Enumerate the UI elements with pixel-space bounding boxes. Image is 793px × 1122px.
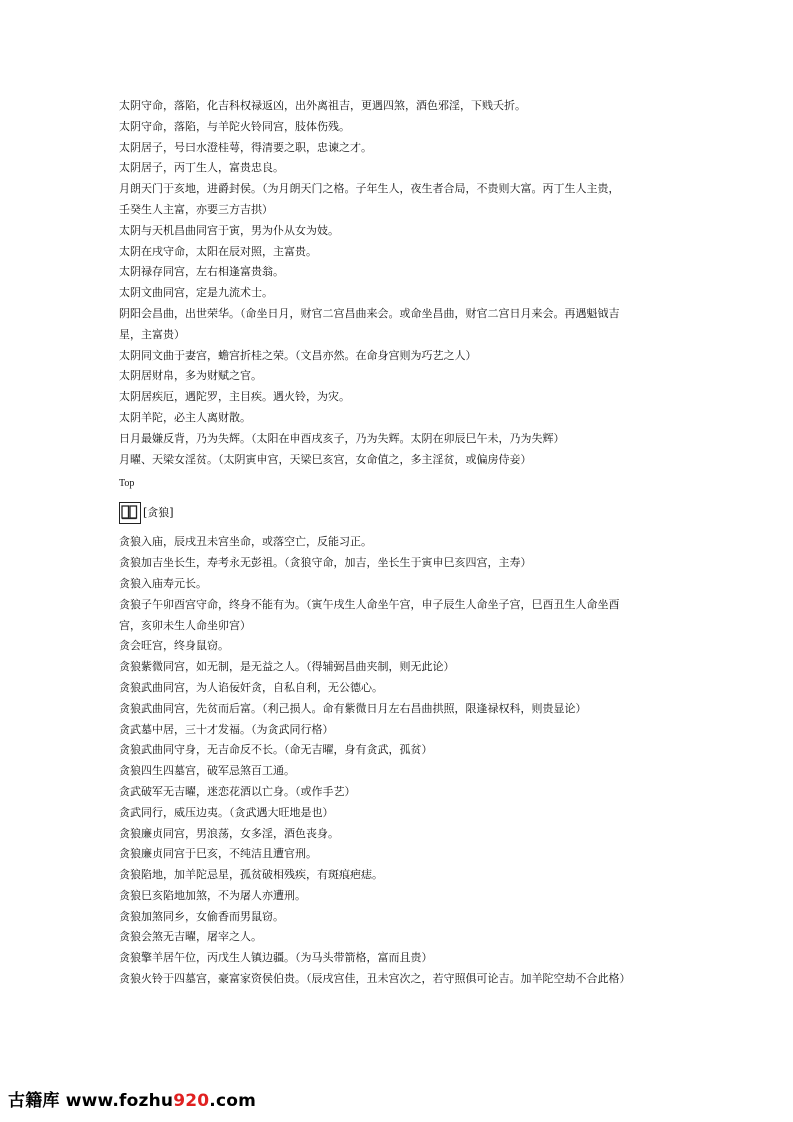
- text-line: 日月最嫌反背，乃为失辉。（太阳在申酉戌亥子，乃为失辉。太阴在卯辰巳午未，乃为失辉）: [119, 431, 565, 445]
- text-line: 贪狼廉贞同宫，男浪荡，女多淫，酒色丧身。: [119, 826, 339, 840]
- text-line: 贪狼加吉坐长生，寿考永无彭祖。（贪狼守命，加吉，坐长生于寅申巳亥四宫，主寿）: [119, 556, 532, 570]
- document-body: [119, 96, 699, 990]
- text-line: 太阴居财帛，多为财赋之官。: [119, 369, 262, 383]
- text-line: 贪狼火铃于四墓宫，豪富家资侯伯贵。（辰戌宫佳，丑未宫次之，若守照俱可论吉。加羊陀空劫不合此格）: [119, 972, 631, 986]
- text-line: 太阴同文曲于妻宫，蟾宫折桂之荣。（文昌亦然。在命身宫则为巧艺之人）: [119, 348, 477, 362]
- text-line: 太阴居疾厄，遇陀罗，主目疾。遇火铃，为灾。: [119, 390, 350, 404]
- text-line: 月朗天门于亥地，进爵封侯。（为月朗天门之格。子年生人，夜生者合局，不贵则大富。丙丁生人主贵，: [119, 182, 620, 196]
- text-line: 太阴在戌守命，太阳在辰对照，主富贵。: [119, 244, 317, 258]
- text-line: 壬癸生人主富，亦要三方吉拱）: [119, 202, 273, 216]
- site-footer: [8, 1086, 256, 1111]
- text-line: 贪武同行，威压边夷。（贪武遇大旺地是也）: [119, 805, 334, 819]
- text-line: 贪狼廉贞同宫于巳亥，不纯洁且遭官刑。: [119, 847, 317, 861]
- text-line: 贪狼武曲同宫，为人谄佞奸贪，自私自利，无公德心。: [119, 680, 383, 694]
- text-line: 贪狼巳亥陷地加煞，不为屠人亦遭刑。: [119, 888, 306, 902]
- text-line: 贪狼会煞无吉曜，屠宰之人。: [119, 930, 262, 944]
- text-line: 太阴禄存同宫，左右相逢富贵翁。: [119, 265, 284, 279]
- footer-brand: 古籍库: [8, 1091, 60, 1111]
- text-line: 贪狼四生四墓宫，破军忌煞百工通。: [119, 764, 295, 778]
- text-line: 太阴守命，落陷，化吉科权禄返凶，出外离祖吉，更遇四煞，酒色邪淫，下贱夭折。: [119, 99, 526, 112]
- book-icon: [119, 502, 141, 524]
- text-line: 星，主富贵）: [119, 327, 185, 341]
- top-link[interactable]: Top: [119, 478, 135, 490]
- text-line: 贪狼紫微同宫，如无制，是无益之人。（得辅弼昌曲夹制，则无此论）: [119, 660, 455, 674]
- text-line: 太阴文曲同宫，定是九流术士。: [119, 286, 273, 300]
- section-heading-tanlang: [119, 498, 699, 528]
- text-line: 贪狼入庙寿元长。: [119, 576, 207, 590]
- text-line: 太阴居子，丙丁生人，富贵忠良。: [119, 161, 284, 175]
- text-line: 贪狼武曲同守身，无吉命反不长。（命无吉曜，身有贪武，孤贫）: [119, 743, 433, 757]
- text-line: 贪狼子午卯酉宫守命，终身不能有为。（寅午戌生人命坐午宫，申子辰生人命坐子宫，巳酉丑生人命坐酉: [119, 597, 620, 611]
- section-taiyin: [119, 96, 699, 470]
- text-line: 贪狼加煞同乡，女偷香而男鼠窃。: [119, 909, 284, 923]
- text-line: 太阴守命，落陷，与羊陀火铃同宫，肢体伤残。: [119, 119, 350, 133]
- footer-url[interactable]: www.fozhu920.com: [65, 1091, 257, 1111]
- text-line: 贪武破军无吉曜，迷恋花酒以亡身。（或作手艺）: [119, 784, 356, 798]
- text-line: 贪狼入庙，辰戌丑未宫坐命，或落空亡，反能习正。: [119, 535, 372, 549]
- text-line: 贪会旺宫，终身鼠窃。: [119, 639, 229, 653]
- section-heading-text: [贪狼]: [143, 505, 174, 519]
- text-line: 太阴居子，号曰水澄桂萼，得清要之职，忠谏之才。: [119, 140, 372, 154]
- text-line: 贪武墓中居，三十才发福。（为贪武同行格）: [119, 722, 334, 736]
- section-tanlang: [119, 532, 699, 990]
- text-line: 宫，亥卯未生人命坐卯宫）: [119, 618, 251, 632]
- text-line: 阴阳会昌曲，出世荣华。（命坐日月，财官二宫昌曲来会。或命坐昌曲，财官二宫日月来会。再遇魁钺吉: [119, 306, 620, 320]
- text-line: 月曜、天梁女淫贫。（太阴寅申宫，天梁巳亥宫，女命值之，多主淫贫，或偏房侍妾）: [119, 452, 532, 466]
- text-line: 太阴羊陀，必主人离财散。: [119, 410, 251, 424]
- text-line: 贪狼陷地，加羊陀忌星，孤贫破相残疾，有斑痕疤痣。: [119, 868, 383, 882]
- text-line: 太阴与天机昌曲同宫于寅，男为仆从女为妓。: [119, 223, 339, 237]
- text-line: 贪狼擎羊居午位，丙戊生人镇边疆。（为马头带箭格，富而且贵）: [119, 951, 433, 965]
- text-line: 贪狼武曲同宫，先贫而后富。（利己损人。命有紫微日月左右昌曲拱照，限逢禄权科，则贵显论）: [119, 701, 587, 715]
